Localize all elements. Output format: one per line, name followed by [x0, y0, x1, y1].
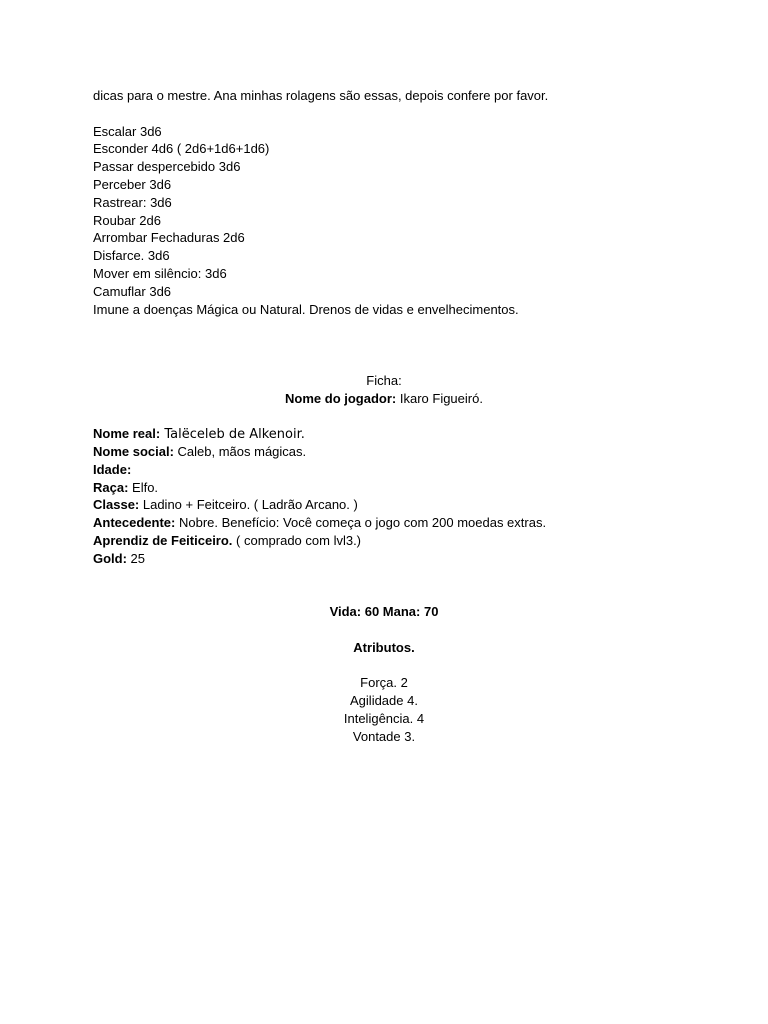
attribute-item: Força. 2	[360, 675, 408, 691]
attribute-item: Inteligência. 4	[343, 710, 425, 726]
spacer	[93, 568, 675, 586]
social-name-label: Nome social:	[93, 443, 174, 459]
attributes-list	[93, 674, 675, 745]
race-line	[93, 479, 675, 497]
skills-list	[93, 123, 675, 319]
skill-item: Imune a doenças Mágica ou Natural. Drenos de vidas e envelhecimentos.	[93, 301, 519, 317]
spacer	[93, 585, 675, 603]
class-label: Classe:	[93, 497, 140, 513]
attribute-item: Agilidade 4.	[350, 693, 418, 709]
gold-label: Gold:	[93, 550, 127, 566]
age-line	[93, 461, 675, 479]
background-line	[93, 514, 675, 532]
background-value: Nobre. Benefício: Você começa o jogo com 200 moedas extras.	[175, 515, 547, 531]
social-name-line	[93, 443, 675, 461]
spacer	[93, 407, 675, 425]
spacer	[93, 105, 675, 123]
skill-item: Camuflar 3d6	[93, 283, 172, 299]
skill-item: Disfarce. 3d6	[93, 248, 170, 264]
race-label: Raça:	[93, 479, 129, 495]
apprentice-line	[93, 532, 675, 550]
spacer	[93, 657, 675, 675]
gold-line	[93, 550, 675, 568]
apprentice-value: ( comprado com lvl3.)	[232, 532, 362, 548]
race-value: Elfo.	[128, 479, 159, 495]
social-name-value: Caleb, mãos mágicas.	[173, 443, 307, 459]
spacer	[93, 354, 675, 372]
player-label: Nome do jogador:	[285, 390, 397, 406]
real-name-label: Nome real:	[93, 426, 161, 442]
spacer	[93, 336, 675, 354]
attributes-title: Atributos.	[353, 639, 415, 655]
skill-item: Passar despercebido 3d6	[93, 159, 241, 175]
apprentice-label: Aprendiz de Feiticeiro.	[93, 532, 233, 548]
background-label: Antecedente:	[93, 515, 176, 531]
skill-item: Roubar 2d6	[93, 212, 161, 228]
life-mana: Vida: 60 Mana: 70	[329, 604, 439, 620]
player-value: Ikaro Figueiró.	[396, 390, 483, 406]
age-label: Idade:	[93, 461, 132, 477]
skill-item: Rastrear: 3d6	[93, 194, 172, 210]
attribute-item: Vontade 3.	[352, 728, 416, 744]
skill-item: Esconder 4d6 ( 2d6+1d6+1d6)	[93, 141, 270, 157]
skill-item: Escalar 3d6	[93, 123, 162, 139]
skill-item: Mover em silêncio: 3d6	[93, 265, 227, 281]
class-value: Ladino + Feitceiro. ( Ladrão Arcano. )	[139, 497, 358, 513]
class-line	[93, 496, 675, 514]
real-name-line	[93, 425, 675, 443]
intro-text: dicas para o mestre. Ana minhas rolagens são essas, depois confere por favor.	[93, 88, 549, 103]
real-name-value: Talëceleb de Alkenoir.	[160, 427, 305, 443]
skill-item: Arrombar Fechaduras 2d6	[93, 230, 245, 246]
sheet-title: Ficha:	[366, 372, 402, 388]
document-page	[93, 87, 675, 745]
skill-item: Perceber 3d6	[93, 176, 172, 192]
player-line	[93, 390, 675, 408]
gold-value: 25	[126, 550, 146, 566]
spacer	[93, 621, 675, 639]
spacer	[93, 318, 675, 336]
